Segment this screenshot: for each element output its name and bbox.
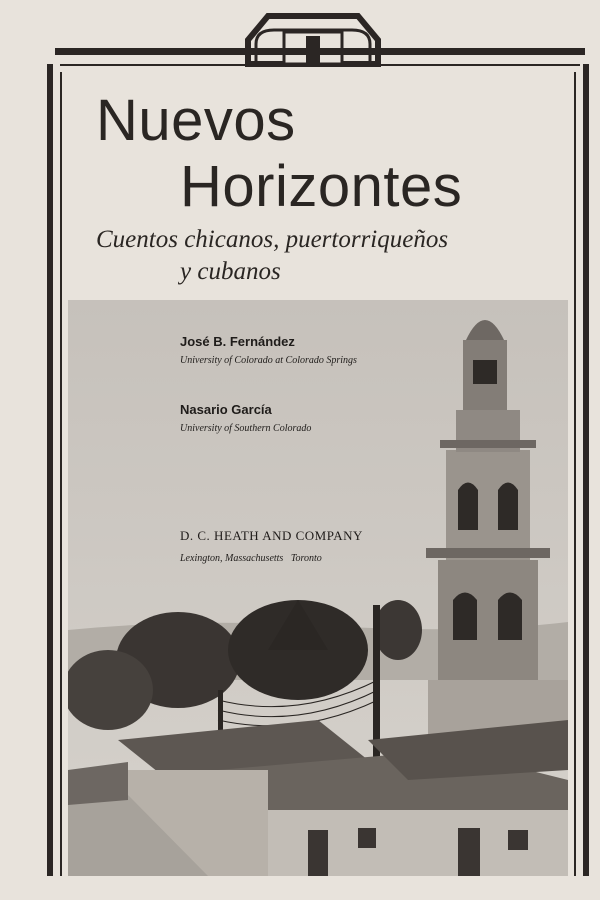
publisher-name: D. C. HEATH AND COMPANY bbox=[180, 528, 363, 543]
author-1-name: José B. Fernández bbox=[180, 334, 295, 349]
title-line-2: Horizontes bbox=[180, 154, 463, 219]
town-church-photo bbox=[68, 300, 568, 876]
title-line-1: Nuevos bbox=[96, 88, 296, 153]
author-2-name: Nasario García bbox=[180, 402, 272, 417]
subtitle-line-2: y cubanos bbox=[180, 258, 281, 285]
crest-ornament bbox=[238, 10, 388, 72]
author-1-affiliation: University of Colorado at Colorado Springs bbox=[180, 355, 357, 366]
frame-top-rule bbox=[55, 48, 585, 55]
publisher-locations: Lexington, Massachusetts Toronto bbox=[180, 553, 322, 564]
cover-photograph bbox=[68, 300, 568, 876]
author-2-affiliation: University of Southern Colorado bbox=[180, 423, 312, 434]
subtitle-line-1: Cuentos chicanos, puertorriqueños bbox=[96, 226, 449, 253]
